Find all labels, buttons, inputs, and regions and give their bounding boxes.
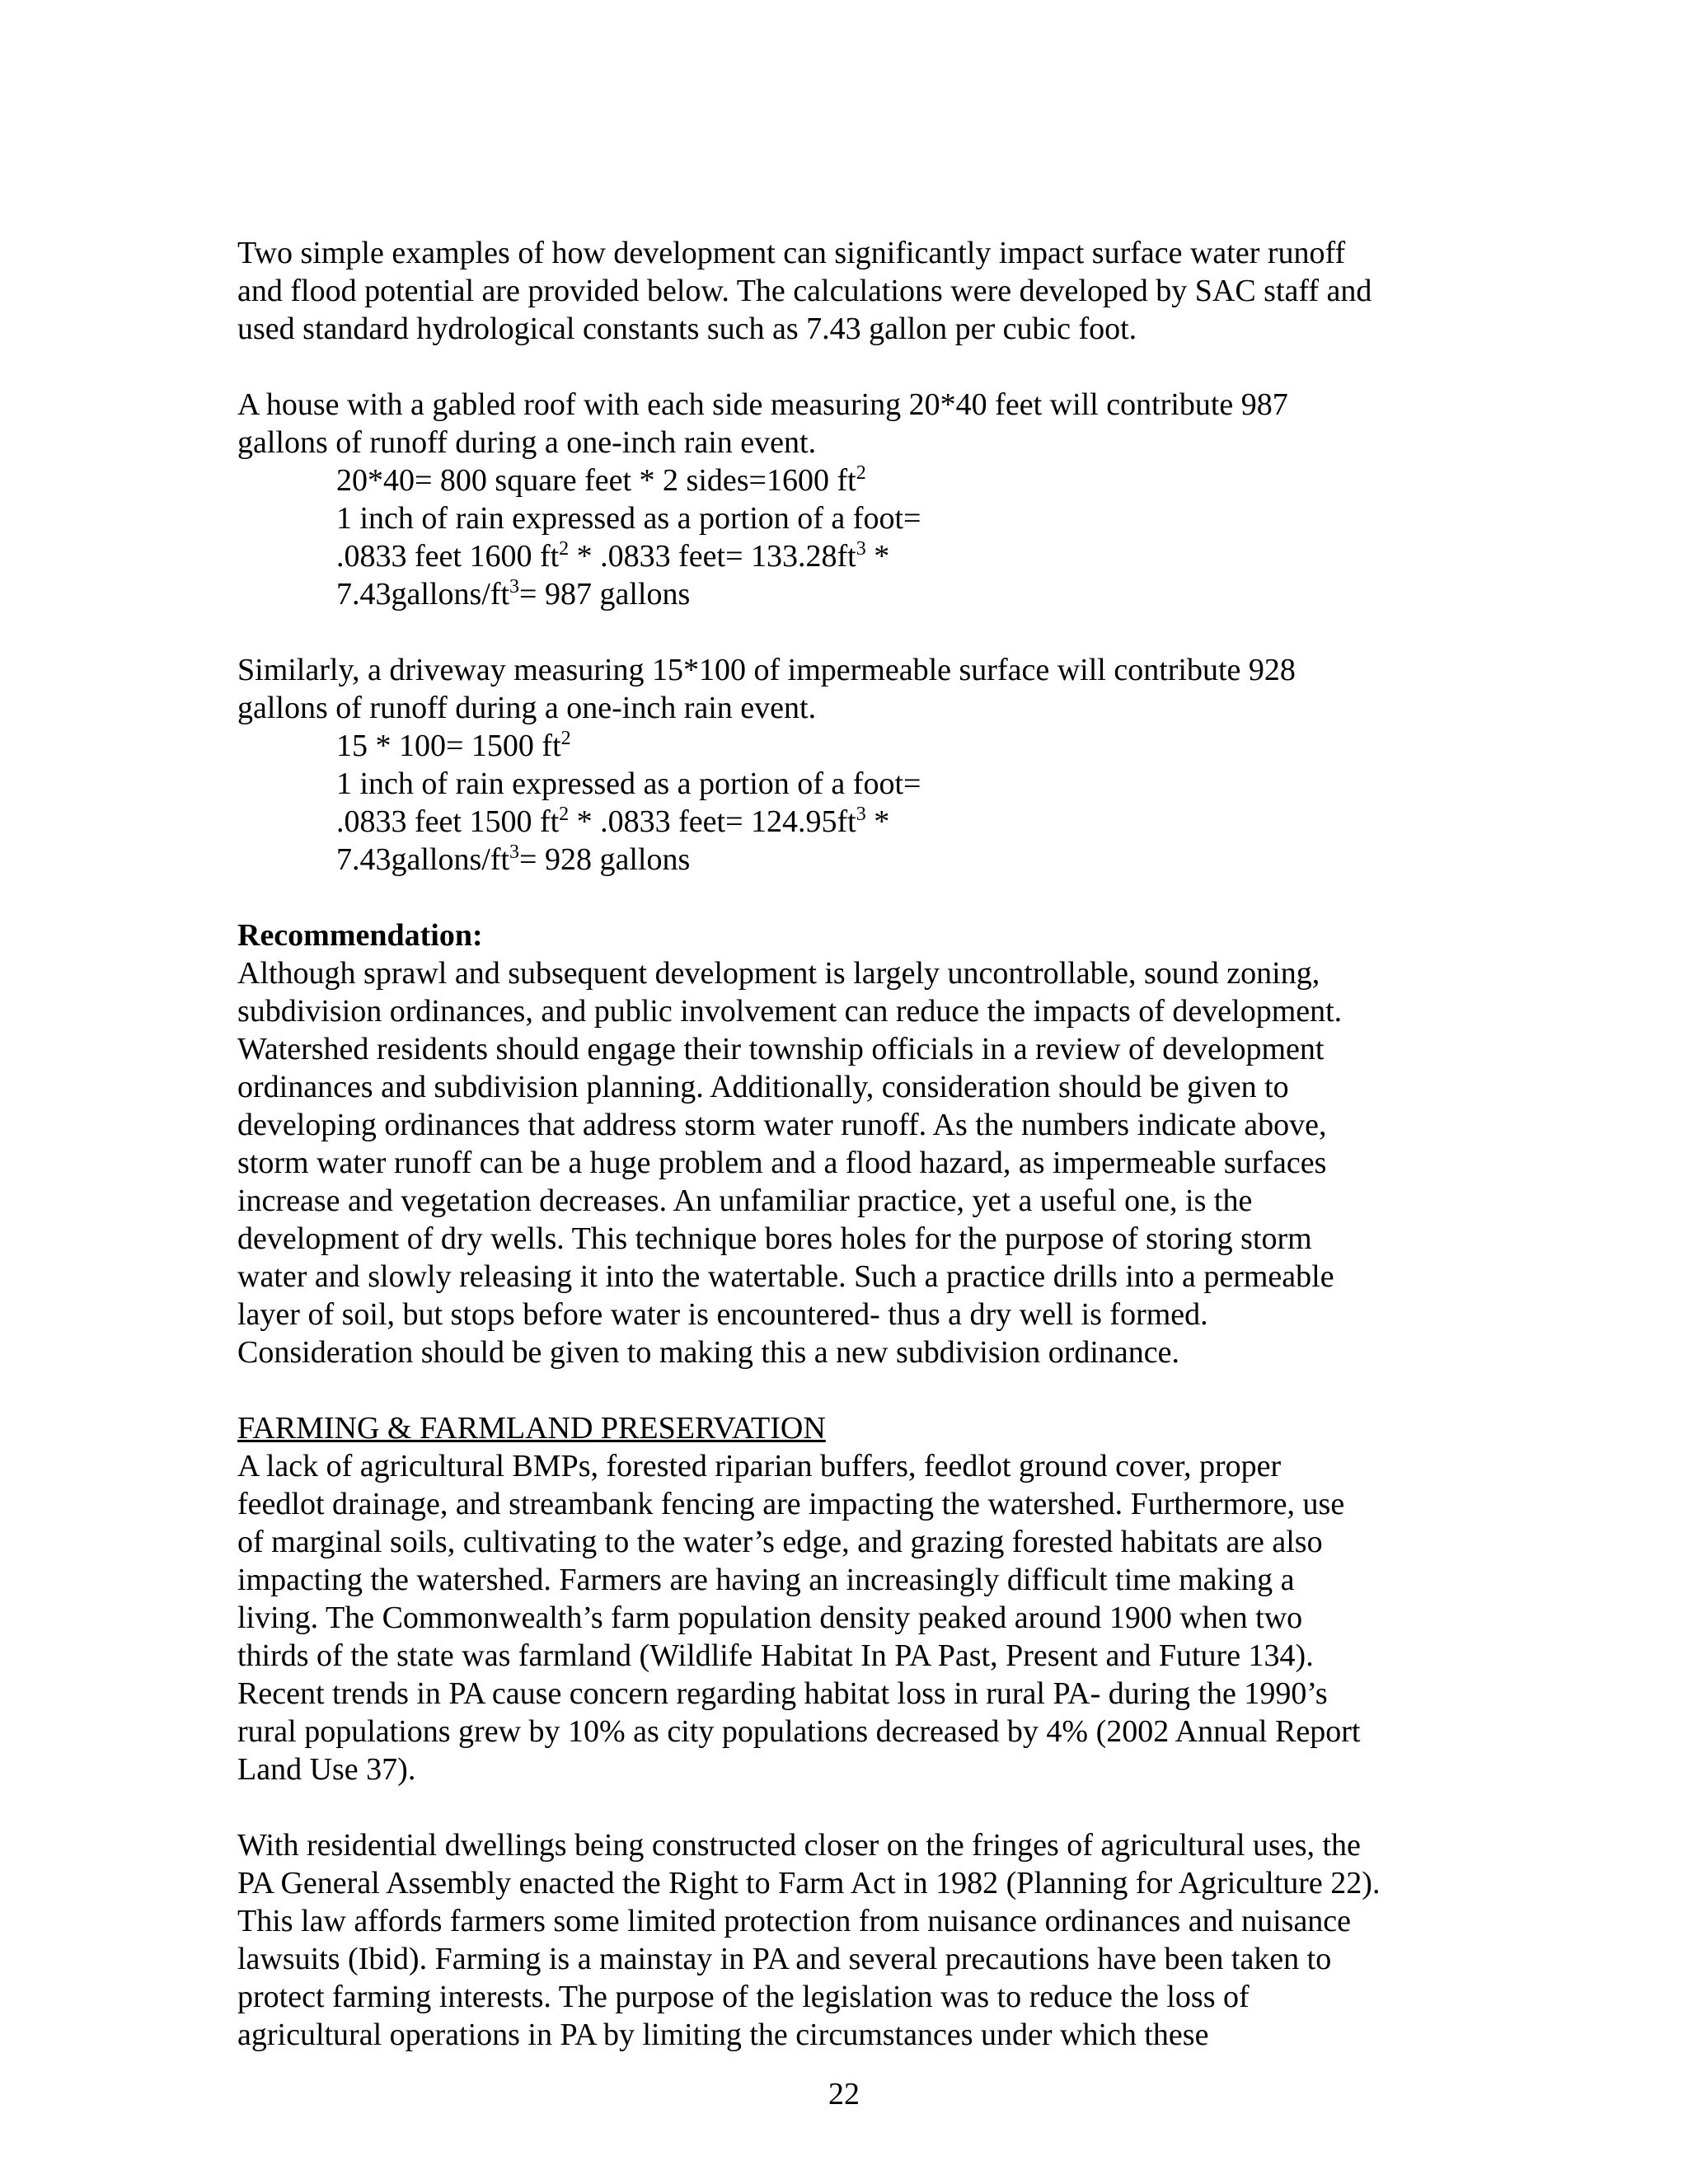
calc-text: 15 * 100= 1500 ft: [336, 729, 561, 763]
superscript: 2: [560, 728, 571, 749]
text-line: lawsuits (Ibid). Farming is a mainstay in PA and several precautions have been taken to: [237, 1942, 1332, 1976]
calc-line: [237, 727, 1457, 765]
text-line: Recent trends in PA cause concern regarding habitat loss in rural PA- during the 1990’s: [237, 1676, 1328, 1711]
text-line: increase and vegetation decreases. An unfamiliar practice, yet a useful one, is the: [237, 1183, 1253, 1218]
text-line: developing ordinances that address storm water runoff. As the numbers indicate above,: [237, 1108, 1327, 1142]
paragraph-gap: [237, 1788, 1457, 1826]
text-line: This law affords farmers some limited protection from nuisance ordinances and nuisance: [237, 1904, 1352, 1938]
calc-line: [237, 575, 1457, 613]
text-line: storm water runoff can be a huge problem and a flood hazard, as impermeable surfaces: [237, 1146, 1327, 1180]
paragraph-gap: [237, 348, 1457, 386]
text-line: water and slowly releasing it into the watertable. Such a practice drills into a permeable: [237, 1259, 1334, 1294]
text-line: feedlot drainage, and streambank fencing are impacting the watershed. Furthermore, use: [237, 1487, 1345, 1521]
paragraph-gap: [237, 613, 1457, 651]
calc-text: = 987 gallons: [519, 577, 691, 612]
text-line: Two simple examples of how development can significantly impact surface water runoff: [237, 236, 1346, 270]
text-line: PA General Assembly enacted the Right to Farm Act in 1982 (Planning for Agriculture 22).: [237, 1866, 1381, 1900]
text-line: Consideration should be given to making this a new subdivision ordinance.: [237, 1335, 1180, 1370]
superscript: 3: [856, 538, 866, 560]
calc-text: 7.43gallons/ft: [336, 842, 510, 877]
calc-text: .0833 feet 1600 ft: [336, 539, 560, 574]
section-heading: Recommendation:: [237, 918, 483, 953]
calc-text: 7.43gallons/ft: [336, 577, 510, 612]
page-number: 22: [828, 2077, 860, 2111]
farming-section: [237, 1409, 1457, 1788]
text-line: With residential dwellings being constructed closer on the fringes of agricultural uses, the: [237, 1828, 1361, 1863]
text-line: thirds of the state was farmland (Wildlife Habitat In PA Past, Present and Future 134).: [237, 1638, 1314, 1673]
calc-line: 1 inch of rain expressed as a portion of a foot=: [336, 501, 921, 536]
calc-line: [237, 537, 1457, 575]
calc-line: [237, 462, 1457, 499]
superscript: 3: [509, 841, 520, 863]
text-line: living. The Commonwealth’s farm population density peaked around 1900 when two: [237, 1601, 1303, 1635]
text-line: ordinances and subdivision planning. Additionally, consideration should be given to: [237, 1070, 1289, 1104]
text-line: Land Use 37).: [237, 1752, 416, 1787]
text-line: Watershed residents should engage their township officials in a review of development: [237, 1032, 1325, 1066]
text-line: rural populations grew by 10% as city populations decreased by 4% (2002 Annual Report: [237, 1714, 1361, 1749]
text-line: impacting the watershed. Farmers are having an increasingly difficult time making a: [237, 1563, 1295, 1597]
text-line: development of dry wells. This technique bores holes for the purpose of storing storm: [237, 1221, 1312, 1256]
superscript: 2: [856, 462, 866, 484]
text-line: layer of soil, but stops before water is encountered- thus a dry well is formed.: [237, 1297, 1208, 1332]
intro-paragraph: [237, 234, 1457, 348]
section-heading: FARMING & FARMLAND PRESERVATION: [237, 1411, 826, 1446]
superscript: 2: [559, 538, 570, 560]
driveway-example: [237, 651, 1457, 879]
calc-text: 20*40= 800 square feet * 2 sides=1600 ft: [336, 463, 856, 498]
calc-text: .0833 feet 1500 ft: [336, 804, 560, 839]
calc-text: *: [865, 539, 890, 574]
text-line: Similarly, a driveway measuring 15*100 of impermeable surface will contribute 928: [237, 653, 1296, 687]
superscript: 2: [559, 804, 570, 825]
superscript: 3: [509, 576, 520, 598]
calc-line: [237, 841, 1457, 879]
text-line: and flood potential are provided below. The calculations were developed by SAC staff and: [237, 274, 1372, 308]
text-line: protect farming interests. The purpose of the legislation was to reduce the loss of: [237, 1980, 1250, 2014]
paragraph-gap: [237, 879, 1457, 916]
text-line: A house with a gabled roof with each side measuring 20*40 feet will contribute 987: [237, 387, 1288, 422]
calc-text: * .0833 feet= 133.28ft: [569, 539, 856, 574]
text-line: of marginal soils, cultivating to the water’s edge, and grazing forested habitats are also: [237, 1525, 1323, 1559]
calc-line: 1 inch of rain expressed as a portion of a foot=: [336, 766, 921, 801]
calc-text: * .0833 feet= 124.95ft: [569, 804, 856, 839]
document-body: [237, 234, 1457, 2054]
text-line: agricultural operations in PA by limiting the circumstances under which these: [237, 2018, 1209, 2052]
calc-line: [237, 803, 1457, 841]
text-line: gallons of runoff during a one-inch rain event.: [237, 425, 817, 460]
calc-text: *: [865, 804, 890, 839]
calc-text: = 928 gallons: [519, 842, 691, 877]
recommendation-section: [237, 916, 1457, 1371]
house-example: [237, 386, 1457, 613]
text-line: gallons of runoff during a one-inch rain event.: [237, 691, 817, 725]
text-line: used standard hydrological constants such as 7.43 gallon per cubic foot.: [237, 312, 1137, 346]
text-line: subdivision ordinances, and public involvement can reduce the impacts of development.: [237, 994, 1343, 1029]
text-line: A lack of agricultural BMPs, forested riparian buffers, feedlot ground cover, proper: [237, 1449, 1282, 1483]
right-to-farm-paragraph: [237, 1826, 1457, 2054]
text-line: Although sprawl and subsequent development is largely uncontrollable, sound zoning,: [237, 956, 1320, 991]
superscript: 3: [856, 804, 866, 825]
paragraph-gap: [237, 1371, 1457, 1409]
